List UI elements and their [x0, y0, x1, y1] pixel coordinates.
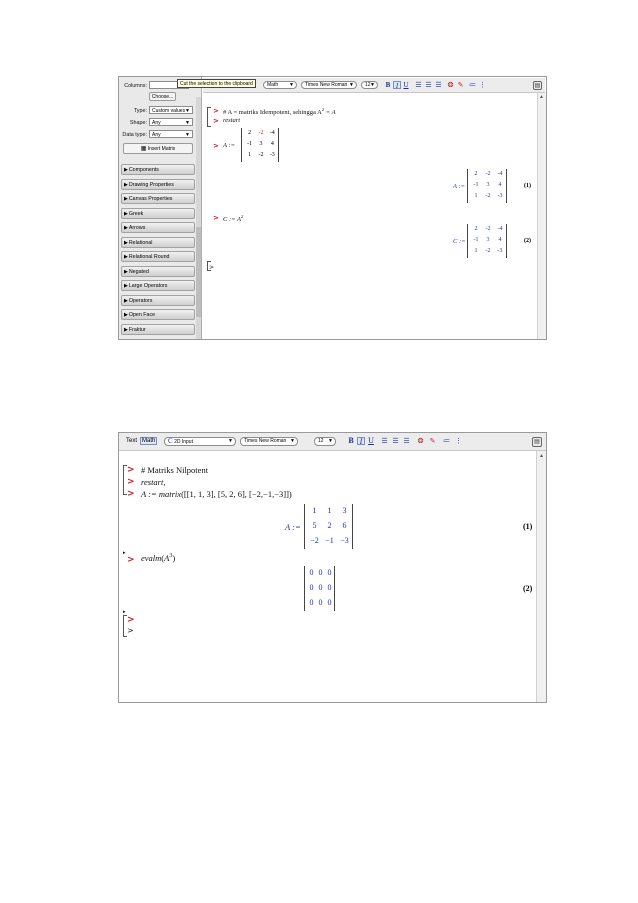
align-center-icon[interactable]: ☰: [392, 438, 399, 445]
prompt-icon: >: [127, 626, 134, 635]
size-select[interactable]: [361, 81, 378, 89]
square-command[interactable]: [223, 214, 243, 223]
palette-section-label: Negated: [128, 268, 149, 275]
equation-label: (2): [523, 584, 533, 593]
comment-line: [223, 107, 336, 116]
align-center-icon[interactable]: ☰: [425, 82, 432, 89]
palette-section-label: Components: [128, 167, 159, 173]
size-select[interactable]: [314, 437, 336, 446]
mode-select[interactable]: [263, 81, 297, 89]
chevron-down-icon: ▼: [349, 82, 354, 88]
size-select-value: 12: [365, 82, 371, 88]
expand-arrow-icon: ▶: [124, 254, 128, 260]
palette-section[interactable]: [121, 295, 195, 306]
comment-line: # Matriks Nilpotent: [141, 465, 209, 475]
prompt-icon: >: [127, 555, 135, 565]
palette-section[interactable]: [121, 251, 195, 262]
palette-section[interactable]: [121, 280, 195, 291]
chevron-down-icon: ▼: [185, 120, 190, 126]
palette-section[interactable]: [121, 193, 195, 204]
matrix-cell: 3: [486, 182, 490, 189]
expand-arrow-icon: ▶: [124, 167, 128, 173]
input-mode-value: 2D Input: [174, 439, 193, 445]
type-select-value: Custom values: [152, 108, 186, 114]
palette-section[interactable]: [121, 222, 195, 233]
function-arg: A: [164, 553, 170, 563]
datatype-label: Data type:: [122, 132, 147, 138]
expand-arrow-icon: ▶: [124, 239, 128, 246]
assign-lhs: A :=: [141, 489, 159, 499]
section-marker: ▸: [123, 609, 126, 615]
matrix-cell: -4: [497, 170, 503, 177]
matrix-cell: 3: [259, 141, 263, 148]
matrix-cell: -4: [269, 129, 275, 136]
prompt-icon: >: [209, 264, 215, 271]
comment-tail: = A: [324, 109, 336, 117]
insert-matrix-button[interactable]: [123, 143, 193, 154]
matrix-cell: -3: [497, 248, 503, 255]
matrix-cell: -2: [485, 170, 491, 177]
matrix-cell: 0: [327, 568, 332, 578]
worksheet-scrollbar[interactable]: [536, 451, 547, 702]
datatype-select[interactable]: [149, 130, 193, 138]
equation-label: (1): [524, 183, 531, 189]
math-mode-button[interactable]: Math: [142, 438, 156, 444]
matrix-cell: -3: [497, 193, 503, 200]
matrix-cell: 4: [270, 141, 274, 148]
matrix-cell: 0: [318, 568, 323, 578]
chevron-down-icon: ▼: [185, 108, 190, 114]
matrix-cell: 0: [318, 598, 323, 608]
expand-arrow-icon: ▶: [124, 326, 128, 333]
prompt-icon: >: [213, 117, 219, 125]
format-toolbar: [119, 433, 546, 451]
bullet-list-icon[interactable]: ≔: [443, 438, 450, 445]
palette-section[interactable]: [121, 237, 195, 248]
matrix-cell: 3: [486, 237, 490, 244]
worksheet-area[interactable]: [203, 93, 537, 339]
palette-section-label: Fraktur: [128, 326, 146, 333]
output-lhs: A :=: [285, 522, 301, 532]
shape-select[interactable]: [149, 118, 193, 126]
equation-label: (2): [524, 238, 531, 244]
columns-label: Columns:: [124, 83, 147, 89]
bold-button[interactable]: B: [348, 436, 354, 445]
underline-button[interactable]: U: [368, 436, 374, 445]
expand-arrow-icon: ▶: [124, 196, 128, 202]
matrix-cell: -1: [247, 141, 253, 148]
palette-section[interactable]: [121, 309, 195, 320]
output-matrix: [304, 504, 353, 549]
math-c-icon: C: [168, 437, 173, 445]
datatype-select-value: Any: [152, 132, 161, 138]
align-right-icon[interactable]: ☰: [403, 438, 410, 445]
exponent: 2: [321, 107, 325, 112]
matrix-cell: -2: [258, 129, 264, 136]
maple-window-idempotent: [118, 76, 547, 340]
type-select[interactable]: [149, 106, 193, 114]
mode-select-value: Math: [267, 82, 279, 88]
output-matrix: [304, 566, 335, 611]
palette-section-label: Operators: [128, 297, 153, 304]
comment-icon[interactable]: ✎: [457, 82, 464, 89]
palette-section-label: Greek: [128, 210, 144, 217]
prompt-icon: >: [127, 615, 135, 625]
matrix-cell: 0: [327, 583, 332, 593]
output-lhs: A :=: [453, 183, 466, 190]
link-icon[interactable]: ❂: [417, 438, 424, 445]
maple-window-nilpotent: [118, 432, 547, 703]
bold-button[interactable]: B: [385, 81, 391, 89]
palette-section-label: Relational: [128, 239, 153, 246]
prompt-icon: >: [127, 489, 135, 499]
matrix-cell: -1: [473, 237, 479, 244]
font-select-value: Times New Roman: [305, 82, 348, 88]
matrix-cell: -4: [497, 225, 503, 232]
palette-section-label: Relational Round: [128, 254, 170, 260]
italic-button[interactable]: I: [393, 81, 401, 89]
matrix-cell: 6: [342, 521, 347, 531]
worksheet-scrollbar[interactable]: [537, 93, 546, 339]
matrix-cell: -2: [485, 225, 491, 232]
palette-section[interactable]: [121, 179, 195, 190]
matrix-cell: 2: [474, 225, 478, 232]
matrix-cell: 0: [309, 568, 314, 578]
function-args: ([[1, 1, 3], [5, 2, 6], [−2,−1,−3]]): [181, 489, 292, 499]
palette-panel: [119, 77, 202, 339]
prompt-icon: >: [127, 465, 135, 475]
prompt-icon: >: [213, 142, 219, 150]
matrix-command[interactable]: [141, 489, 292, 499]
chevron-down-icon: ▼: [228, 438, 233, 444]
output-lhs: C :=: [453, 238, 466, 245]
square-command-text: C := A: [223, 216, 241, 224]
numbered-list-icon[interactable]: ⋮: [479, 82, 486, 89]
chevron-down-icon: ▼: [289, 82, 294, 88]
restart-command[interactable]: restart,: [141, 477, 166, 487]
open-paren: (: [161, 553, 165, 563]
expand-arrow-icon: ▶: [124, 297, 128, 304]
matrix-cell: 0: [318, 583, 323, 593]
palette-section[interactable]: [121, 208, 195, 219]
output-matrix: [467, 224, 507, 258]
worksheet-area[interactable]: [119, 451, 536, 702]
font-select[interactable]: [301, 81, 357, 89]
input-matrix[interactable]: [241, 128, 279, 162]
expand-arrow-icon: ▶: [124, 312, 128, 318]
palette-section-label: Large Operators: [128, 283, 168, 289]
font-select[interactable]: [240, 437, 298, 446]
worksheet-icon[interactable]: ▤: [534, 83, 541, 89]
prompt-icon: >: [127, 477, 135, 487]
matrix-cell: -2: [258, 152, 264, 159]
matrix-cell: −1: [325, 536, 334, 546]
assign-lhs: A :=: [223, 142, 236, 149]
matrix-cell: 3: [342, 506, 347, 516]
expand-arrow-icon: ▶: [124, 225, 128, 231]
chevron-down-icon: ▼: [185, 132, 190, 138]
restart-command[interactable]: restart: [223, 117, 241, 124]
matrix-cell: −3: [340, 536, 349, 546]
matrix-grid-icon: ▦: [140, 146, 147, 152]
palette-section-label: Arrows: [128, 225, 146, 231]
align-left-icon[interactable]: ☰: [415, 82, 422, 89]
group-bracket: [207, 107, 211, 127]
palette-section[interactable]: [121, 164, 195, 175]
underline-button[interactable]: U: [403, 81, 409, 89]
choose-button[interactable]: Choose...: [149, 92, 176, 101]
link-icon[interactable]: ❂: [447, 82, 454, 89]
prompt-icon: >: [213, 214, 219, 222]
exponent: 2: [241, 214, 244, 219]
expand-arrow-icon: ▶: [124, 268, 128, 275]
matrix-cell: 1: [474, 248, 478, 255]
output-matrix: [467, 169, 507, 203]
close-paren: ): [172, 553, 176, 563]
expand-arrow-icon: ▶: [124, 181, 128, 188]
matrix-cell: 2: [327, 521, 332, 531]
worksheet-icon[interactable]: ▤: [532, 437, 542, 447]
chevron-down-icon: ▼: [290, 438, 295, 444]
align-right-icon[interactable]: ☰: [435, 82, 442, 89]
palette-section-label: Drawing Properties: [128, 181, 174, 188]
section-marker: ▸: [123, 550, 126, 556]
expand-arrow-icon: ▶: [124, 283, 128, 289]
comment-text: # A = matriks Idempotent, sehingga A: [223, 109, 322, 117]
scroll-up-icon[interactable]: ▲: [539, 453, 544, 459]
text-mode-button[interactable]: Text: [126, 438, 138, 444]
matrix-cell: 0: [309, 583, 314, 593]
numbered-list-icon[interactable]: ⋮: [455, 438, 462, 445]
insert-matrix-label: Insert Matrix: [147, 146, 176, 152]
palette-section-label: Canvas Properties: [128, 196, 173, 202]
matrix-cell: 1: [248, 152, 252, 159]
input-mode-select[interactable]: [164, 437, 236, 446]
matrix-cell: 0: [327, 598, 332, 608]
type-label: Type:: [133, 108, 147, 114]
evalm-command[interactable]: [141, 553, 175, 563]
chevron-down-icon: ▼: [370, 82, 375, 88]
font-select-value: Times New Roman: [244, 438, 287, 444]
matrix-cell: -2: [485, 193, 491, 200]
palette-section[interactable]: [121, 266, 195, 277]
size-select-value: 12: [318, 438, 324, 444]
expand-arrow-icon: ▶: [124, 210, 128, 217]
matrix-cell: 2: [248, 129, 252, 136]
matrix-cell: -1: [473, 182, 479, 189]
matrix-cell: −2: [310, 536, 319, 546]
equation-label: (1): [523, 522, 533, 531]
comment-icon[interactable]: ✎: [429, 438, 436, 445]
function-name: matrix: [158, 489, 182, 499]
palette-section[interactable]: [121, 324, 195, 335]
matrix-cell: 1: [327, 506, 332, 516]
matrix-cell: -3: [269, 152, 275, 159]
scroll-up-icon[interactable]: ▲: [539, 94, 544, 100]
function-name: evalm: [141, 553, 162, 563]
matrix-cell: 5: [312, 521, 317, 531]
prompt-icon: >: [213, 107, 219, 115]
shape-select-value: Any: [152, 120, 161, 126]
matrix-cell: 4: [498, 237, 502, 244]
align-left-icon[interactable]: ☰: [381, 438, 388, 445]
exponent: 3: [169, 553, 173, 560]
matrix-cell: -2: [485, 248, 491, 255]
chevron-down-icon: ▼: [328, 438, 333, 444]
matrix-cell: 2: [474, 170, 478, 177]
cut-tooltip: Cut the selection to the clipboard: [177, 79, 256, 88]
italic-button[interactable]: I: [357, 437, 365, 445]
bullet-list-icon[interactable]: ≔: [469, 82, 476, 89]
shape-label: Shape:: [129, 120, 147, 126]
matrix-cell: 1: [312, 506, 317, 516]
palette-scrollbar-thumb[interactable]: [196, 227, 201, 317]
matrix-cell: 0: [309, 598, 314, 608]
matrix-cell: 4: [498, 182, 502, 189]
matrix-cell: 1: [474, 193, 478, 200]
palette-section-label: Open Face: [128, 312, 156, 318]
